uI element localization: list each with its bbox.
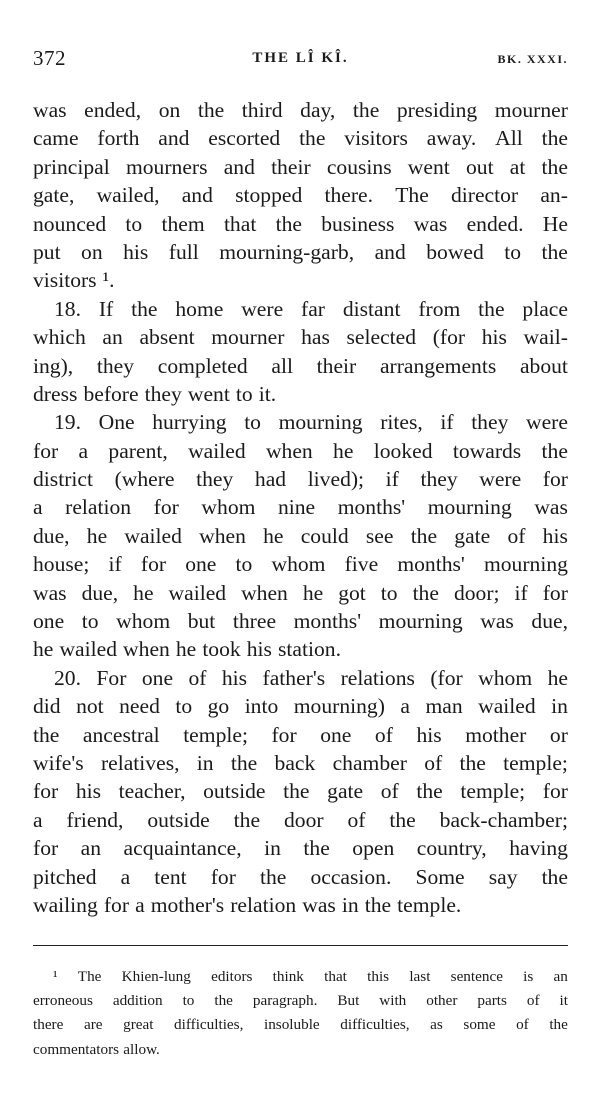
text-line: nounced to them that the business was ended. He [33, 211, 568, 236]
running-title: THE LÎ KÎ. [252, 50, 349, 66]
footnote-divider [33, 945, 568, 946]
text-line: came forth and escorted the visitors away. All the [33, 126, 568, 151]
text-line: did not need to go into mourning) a man wailed in [33, 694, 568, 719]
text-line: 20. For one of his father's relations (for whom he [54, 665, 568, 690]
page-header [33, 46, 568, 76]
text-line: a friend, outside the door of the back-chamber; [33, 807, 568, 832]
text-line: commentators allow. [33, 1040, 160, 1058]
main-text [33, 96, 568, 919]
footnote [33, 965, 568, 1062]
text-line: district (where they had lived); if they were for [33, 467, 568, 492]
text-line: one to whom but three months' mourning was due, [33, 609, 568, 634]
text-line: put on his full mourning-garb, and bowed to the [33, 239, 568, 264]
text-line: a relation for whom nine months' mourning was [33, 495, 568, 520]
text-line: for an acquaintance, in the open country, having [33, 836, 568, 861]
text-line: 18. If the home were far distant from the place [54, 296, 568, 321]
text-line: the ancestral temple; for one of his mother or [33, 722, 568, 747]
text-line: erroneous addition to the paragraph. But with other parts of it [33, 992, 568, 1010]
text-line: 19. One hurrying to mourning rites, if they were [54, 410, 568, 435]
text-line: principal mourners and their cousins went out at the [33, 154, 568, 179]
text-line: gate, wailed, and stopped there. The director an- [33, 183, 568, 208]
text-line: he wailed when he took his station. [33, 637, 341, 662]
text-line: there are great difficulties, insoluble difficulties, as some of the [33, 1016, 568, 1034]
text-line: wailing for a mother's relation was in the temple. [33, 892, 462, 917]
text-line: due, he wailed when he could see the gate of his [33, 523, 568, 548]
text-line: was due, he wailed when he got to the door; if for [33, 580, 568, 605]
text-line: wife's relatives, in the back chamber of the temple; [33, 750, 568, 775]
text-line: for a parent, wailed when he looked towards the [33, 438, 568, 463]
text-line: house; if for one to whom five months' mourning [33, 552, 568, 577]
paragraph [33, 295, 568, 409]
text-line: dress before they went to it. [33, 381, 277, 406]
paragraph [33, 664, 568, 920]
text-line: ¹ The Khien-lung editors think that this last sentence is an [53, 968, 568, 985]
book-reference: BK. XXXI. [497, 52, 568, 66]
text-line: pitched a tent for the occasion. Some say the [33, 864, 568, 889]
text-line: visitors ¹. [33, 268, 115, 293]
page-number: 372 [33, 46, 66, 70]
paragraph [33, 408, 568, 664]
text-line: for his teacher, outside the gate of the temple; for [33, 779, 568, 804]
paragraph [33, 96, 568, 295]
text-line: was ended, on the third day, the presiding mourner [33, 98, 568, 122]
text-line: ing), they completed all their arrangements about [33, 353, 568, 378]
text-line: which an absent mourner has selected (for his wail- [33, 325, 568, 350]
